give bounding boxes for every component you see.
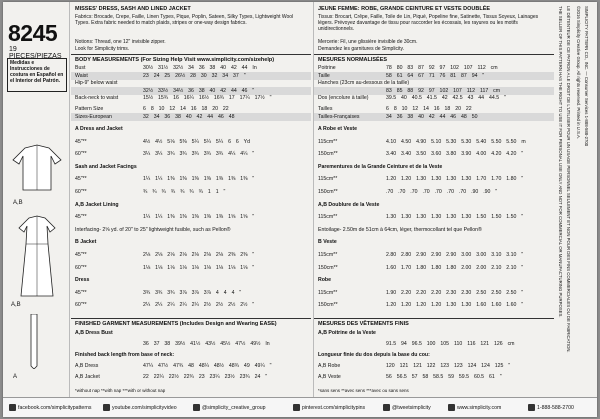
french-column [313,2,554,398]
fr-size-row-label: Tailles-Françaises [318,114,360,120]
en-size-row-values: 32 34 36 38 40 42 44 46 48 [143,114,235,120]
fr-look: Demandez les garnitures de Simplicity. [318,46,405,52]
fr-yard-row-label: Robe [318,277,331,284]
fr-yard-row-label: Entoilage- 2.50m de 51cm à 64cm, léger, thermocollant tel que Pellon® [318,226,482,233]
en-notions: Notions: Thread, one 12" invisible zipper. [75,39,166,45]
en-yard-row-values: 1¼ 1¼ 1⅜ 1⅜ 1⅜ 1⅜ 1⅜ 1⅜ 1⅜ " [143,176,255,183]
pattern-number: 8245 [8,20,58,46]
fr-body-row-values: 39.5 40 40.5 41.5 42 42.5 43 44 44.5 " [386,95,506,101]
social-footer [3,397,597,417]
fr-yard-row-label: A Robe et Veste [318,126,358,132]
vertical-text-1: THE SELLER OF THIS PATTERN HAS THE RIGHT TO USE IT FOR PERSONAL USE ONLY AND NOT FOR COMMERCIAL OR MANUFACTURING PURPOSES. [558,6,563,318]
footer-item-facebook[interactable]: facebook.com/simplicitypatterns [9,404,92,411]
jacket-back-figure [11,142,63,197]
en-yard-row-label: Interfacing- 2⅝ yd. of 20" to 25" lightweight fusible, such as Pellon® [75,226,231,233]
en-yard-row-label: 45"** [75,252,87,258]
fr-size-row-values: 6 8 10 12 14 16 18 20 22 [386,106,472,112]
en-body-header: BODY MEASUREMENTS (For Sizing Help Visit www.simplicity.com/sizehelp) [75,57,275,63]
fr-yard-row-label: 115cm** [318,289,338,296]
fr-yard-row-values: 1.90 2.20 2.20 2.20 2.30 2.30 2.50 2.50 2.50 " [386,289,524,296]
en-yard-row-label: Dress [75,277,90,284]
en-yard-row-values: ¾ ¾ ¾ ¾ ¾ ¾ ¾ 1 1 " [143,189,226,195]
fr-body-row-values: 83 85 88 92 97 102 107 112 117 cm [386,87,501,94]
fr-body-row-values: 58 61 64 67 71 76 81 87 94 " [386,72,485,79]
piece-count: 19 PIECES/PIEZAS [9,46,62,60]
en-body-row-values: 15½ 15¾ 16 16¼ 16½ 16¾ 17 17¼ 17½ " [143,95,272,101]
en-body-row-values: 30½ 31½ 32½ 34 36 38 40 42 44 In [143,65,257,71]
en-yard-row-label: 60"** [75,264,87,271]
en-yard-row-label: 45"** [75,138,87,145]
figure-label-1: A,B [13,200,23,206]
youtube-icon [103,404,110,411]
left-panel [3,2,70,398]
footer-item-pinterest[interactable]: pinterest.com/simplicitypins [293,404,365,411]
en-yard-row-values: 1⅛ 1⅛ 1⅛ 1⅛ 1⅛ 1⅛ 1⅛ 1⅛ 1⅛ " [143,264,255,271]
footer-item-phone[interactable]: 1-888-588-2700 [528,404,574,411]
fr-yard-row-label: B Veste [318,239,337,246]
en-fin-row-values: 22 22¼ 22½ 22¾ 23 23¼ 23½ 23¾ 24 " [143,374,268,380]
fr-fin-row-values: 56 56.5 57 58 58.5 59 59.5 60.5 61 " [386,374,502,380]
fr-size-row-values: 34 36 38 40 42 44 46 48 50 [386,114,478,120]
en-fin-row-label: A,B Jacket [75,374,100,380]
en-yard-row-label: A Dress and Jacket [75,126,123,132]
fr-fin-row-label: A,B Poitrine de la Veste [318,330,376,336]
en-finished-header: FINISHED GARMENT MEASUREMENTS (Includes Design and Wearing EASE) [75,321,277,327]
en-yard-row-label: B Jacket [75,239,97,246]
vertical-text-4: SIMPLICITY PATTERN CO., INC. — Consumer Services 1-888-588-2700 [584,6,589,147]
en-yard-row-values: 4½ 4½ 5⅛ 5⅜ 5¼ 5¼ 5¼ 6 6 Yd [143,138,250,145]
figure-label-2: A,B [11,302,21,308]
en-yard-row-label: 60"** [75,151,87,158]
en-yard-row-values: 1¼ 1¼ 1⅜ 1⅜ 1⅜ 1⅜ 1⅜ 1⅝ 1⅝ " [143,214,255,221]
fr-yard-row-values: 4.10 4.50 4.90 5.10 5.30 5.30 5.40 5.50 5.50 m [386,138,526,145]
fr-yard-row-label: 150cm** [318,151,338,158]
jacket-back-drawing [11,142,63,197]
en-fin-row-values: 47¼ 47½ 47¾ 48 48¼ 48½ 48¾ 49 49¼ " [143,363,272,369]
pattern-envelope-back [3,2,597,417]
fr-fin-row-label: A,B Veste [318,374,341,380]
dress-back-figure [15,214,59,299]
fr-fin-row-label: A,B Robe [318,363,341,369]
sash-drawing [29,314,39,369]
footer-item-youtube[interactable]: youtube.com/simplicityvideo [103,404,177,411]
fr-rule [314,54,554,55]
en-body-row-label: Waist [75,72,88,79]
footer-item-web[interactable]: www.simplicity.com [448,404,501,411]
fr-body-row-label: Poitrine [318,65,336,71]
en-rule [71,54,311,55]
fr-body-row-label: Hanches (23cm au-dessous de la taille) [318,80,410,86]
instagram-icon [193,404,200,411]
fr-fabrics: Tissus: Brocart, Crêpe, Faille, Toile de Lin, Piqué, Popeline fine, Satinette, Tissus Soyeux, Lainages légers. Prévoyez davantage de tissu pour raccorder les écossais, les rayures ou les motifs unidirectionnels. [318,14,539,33]
en-yard-row-values: 2⅛ 2⅛ 2⅛ 2⅛ 2⅛ 2⅛ 2⅛ 2⅜ 2⅜ " [143,252,255,258]
fr-yard-row-values: 1.30 1.30 1.30 1.30 1.30 1.30 1.50 1.50 1.50 " [386,214,524,221]
en-body-row-label: Bust [75,65,86,71]
fr-yard-row-label: 150cm** [318,189,338,195]
en-fin-row-label: A,B Dress Bust [75,330,113,336]
fr-yard-row-values: .70 .70 .70 .70 .70 .70 .70 .90 .90 " [386,189,498,195]
en-size-row-values: 6 8 10 12 14 16 18 20 22 [143,106,229,112]
fr-fin-row-values: 91.5 94 96.5 100 105 110 116 121 126 cm [386,341,515,347]
en-size-row-label: Sizes-European [75,114,112,120]
en-yard-row-label: 45"** [75,214,87,221]
en-fin-row-values: 36 37 38 39½ 41½ 43½ 45½ 47½ 49½ In [143,341,270,347]
web-icon [448,404,455,411]
en-size-row-label: Pattern Size [75,106,104,112]
en-body-row-label: Hip-9" below waist [75,80,118,86]
en-yard-row-label: 45"** [75,289,87,296]
en-rule-2 [71,318,311,319]
en-fin-row-label: Finished back length from base of neck: [75,352,175,358]
fr-yard-row-values: 1.60 1.70 1.80 1.80 1.80 2.00 2.00 2.10 2.10 " [386,264,524,271]
en-body-row-values: 23 24 25 26½ 28 30 32 34 37 " [143,72,246,79]
fr-yard-row-label: 115cm** [318,214,338,221]
footer-item-instagram[interactable]: @simplicity_creative_group [193,404,266,411]
en-body-row-label: Back-neck to waist [75,95,119,101]
en-body-row-values: 32½ 33½ 34½ 36 38 40 42 44 46 " [143,87,255,94]
en-yard-row-label: A,B Jacket Lining [75,201,119,208]
fr-yard-row-values: 1.20 1.20 1.20 1.20 1.30 1.30 1.60 1.60 1.60 " [386,302,524,309]
fr-yard-row-label: 115cm** [318,138,338,145]
fr-yard-row-label: 150cm** [318,264,338,271]
figure-label-3: A [13,374,18,380]
fr-title: JEUNE FEMME: ROBE, GRANDE CEINTURE ET VESTE DOUBLÉE [318,6,491,12]
en-yard-row-values: 3¾ 3¾ 3¾ 3⅞ 3⅞ 3⅞ 4 4 4 " [143,289,242,296]
fr-yard-row-values: 2.80 2.80 2.90 2.90 2.90 3.00 3.00 3.10 3.10 " [386,252,524,258]
vertical-legal-panel [553,2,597,398]
fr-body-row-values: 78 80 83 87 92 97 102 107 112 cm [386,65,498,71]
fr-finished-header: MESURES DES VÊTEMENTS FINIS [318,321,409,327]
fr-yard-row-label: Parementures de la Grande Ceinture et de la Veste [318,163,443,170]
fr-yard-row-label: A,B Doublure de la Veste [318,201,380,208]
fr-yard-row-label: 115cm** [318,252,338,258]
fr-footnote: *sans sens **avec sens ***avec ou sans sens [318,388,409,393]
en-fabrics: Fabrics: Brocade, Crepe, Faille, Linen Types, Pique, Poplin, Sateen, Silky Types, Lightweight Wool Types. Extra fabric needed to match plaids, stripes or one-way design fabrics. [75,14,294,27]
twitter-icon [383,404,390,411]
en-yard-row-values: 2¼ 2¼ 2¼ 2¼ 2¼ 2½ 2½ 2½ 2½ " [143,302,255,309]
en-look: Look for Simplicity trims. [75,46,130,52]
en-footnote: *without nap **with nap ***with or without nap [75,388,166,393]
phone-icon [528,404,535,411]
fr-yard-row-label: 115cm** [318,176,338,183]
vertical-text-3: ©2016 Simplicity Creative Group. All rights reserved. Printed in U.S.A. [576,6,581,140]
en-yard-row-label: Sash and Jacket Facings [75,163,137,170]
vertical-text-2: LE DÉTENTEUR DE CE PATRON A LE DROIT DE L'UTILISER POUR UN USAGE PERSONNEL SEULEMENT ET NON POUR DES FINS COMMERCIALES OU DE FABRICATION. [566,6,571,353]
dress-back-drawing [15,214,59,299]
footer-item-twitter[interactable]: @tweetsimplicity [383,404,431,411]
fr-yard-row-values: 3.40 3.40 3.50 3.60 3.80 3.90 4.00 4.20 4.20 " [386,151,524,158]
facebook-icon [9,404,16,411]
fr-fin-row-values: 120 121 121 122 123 123 124 124 125 " [386,363,511,369]
sash-figure [29,314,39,369]
spanish-note-box: Medidas e Instrucciones de costura en Español en el Interior del Patrón. [7,58,67,92]
english-column [71,2,311,398]
fr-yard-row-values: 1.20 1.20 1.30 1.30 1.30 1.30 1.70 1.70 1.80 " [386,176,524,183]
fr-body-row-label: Taille [318,72,330,79]
fr-rule-2 [314,318,554,319]
en-yard-row-label: 45"** [75,176,87,183]
fr-body-header: MESURES NORMALISÉES [318,57,388,63]
en-yard-row-values: 3¼ 3¼ 3¾ 3¾ 3¾ 3¾ 3¾ 4¼ 4¼ " [143,151,255,158]
en-yard-row-label: 60"** [75,189,87,195]
fr-notions: Mercerie: Fil, une glissière invisible de 30cm. [318,39,418,45]
fr-size-row-label: Tailles [318,106,333,112]
fr-body-row-label: Dos (encolure à taille) [318,95,369,101]
fr-yard-row-label: 150cm** [318,302,338,309]
en-fin-row-label: A,B Dress [75,363,99,369]
en-yard-row-label: 60"** [75,302,87,309]
pinterest-icon [293,404,300,411]
fr-fin-row-label: Longueur finie du dos depuis la base du cou: [318,352,430,358]
en-title: MISSES' DRESS, SASH AND LINED JACKET [75,6,191,12]
